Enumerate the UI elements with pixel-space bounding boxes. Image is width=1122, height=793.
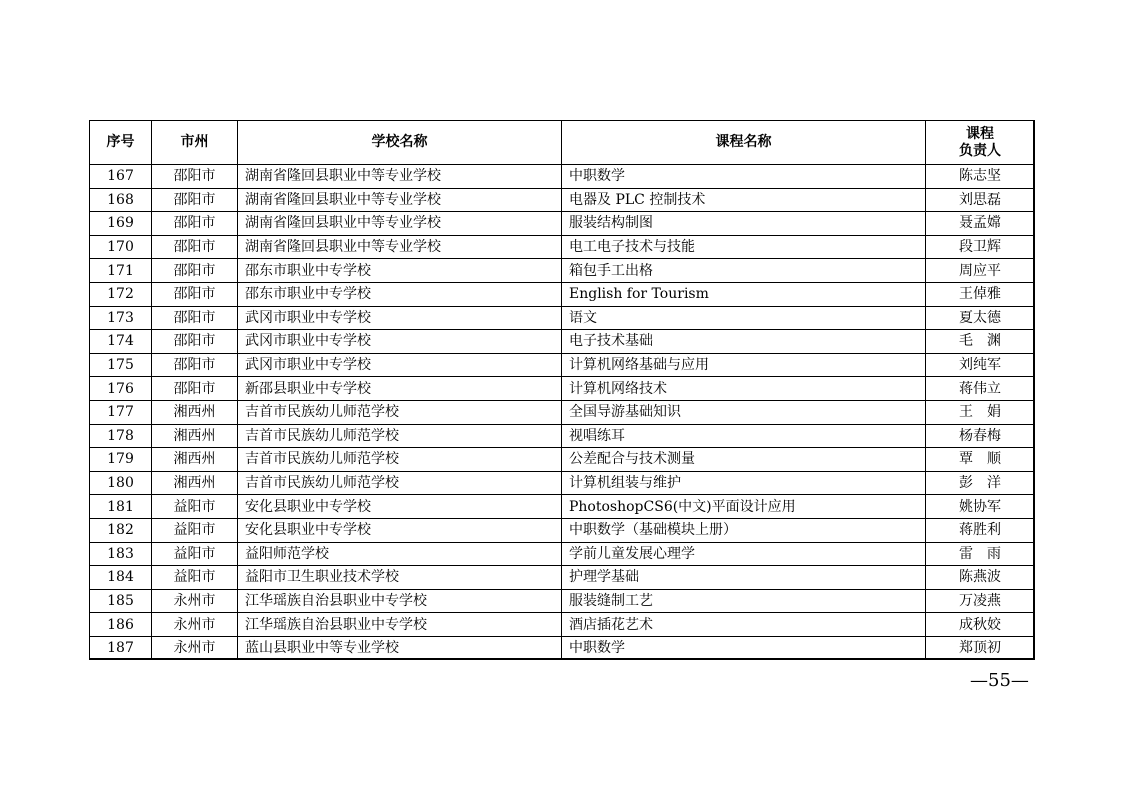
- cell-school: 湖南省隆回县职业中等专业学校: [238, 235, 562, 259]
- cell-city: 邵阳市: [152, 353, 238, 377]
- cell-city: 益阳市: [152, 495, 238, 519]
- table-body: [90, 165, 1035, 660]
- cell-city: 邵阳市: [152, 306, 238, 330]
- table-row: [90, 613, 1035, 637]
- cell-owner: 毛 渊: [926, 330, 1035, 354]
- cell-owner: 蒋胜利: [926, 518, 1035, 542]
- cell-school: 武冈市职业中专学校: [238, 306, 562, 330]
- cell-course: 学前儿童发展心理学: [562, 542, 926, 566]
- cell-city: 湘西州: [152, 471, 238, 495]
- cell-school: 安化县职业中专学校: [238, 495, 562, 519]
- cell-school: 湖南省隆回县职业中等专业学校: [238, 165, 562, 189]
- cell-owner: 成秋姣: [926, 613, 1035, 637]
- cell-owner: 夏太德: [926, 306, 1035, 330]
- cell-school: 江华瑶族自治县职业中专学校: [238, 613, 562, 637]
- cell-course: 服装缝制工艺: [562, 589, 926, 613]
- cell-index: 186: [90, 613, 152, 637]
- header-index: 序号: [90, 121, 152, 165]
- cell-city: 益阳市: [152, 542, 238, 566]
- cell-course: 视唱练耳: [562, 424, 926, 448]
- cell-city: 邵阳市: [152, 212, 238, 236]
- cell-index: 167: [90, 165, 152, 189]
- cell-city: 邵阳市: [152, 377, 238, 401]
- cell-school: 吉首市民族幼儿师范学校: [238, 424, 562, 448]
- table-row: [90, 424, 1035, 448]
- cell-index: 183: [90, 542, 152, 566]
- cell-course: 中职数学: [562, 636, 926, 660]
- table-row: [90, 165, 1035, 189]
- cell-index: 171: [90, 259, 152, 283]
- cell-owner: 刘纯军: [926, 353, 1035, 377]
- header-owner-line1: 课程: [966, 126, 994, 143]
- header-school: 学校名称: [238, 121, 562, 165]
- table-row: [90, 471, 1035, 495]
- cell-index: 187: [90, 636, 152, 660]
- cell-owner: 万凌燕: [926, 589, 1035, 613]
- cell-owner: 郑顶初: [926, 636, 1035, 660]
- cell-owner: 覃 顺: [926, 448, 1035, 472]
- cell-owner: 周应平: [926, 259, 1035, 283]
- cell-city: 邵阳市: [152, 235, 238, 259]
- page-number: —55—: [970, 670, 1029, 691]
- cell-index: 177: [90, 400, 152, 424]
- cell-city: 邵阳市: [152, 188, 238, 212]
- cell-owner: 陈燕波: [926, 566, 1035, 590]
- table-row: [90, 495, 1035, 519]
- cell-city: 邵阳市: [152, 330, 238, 354]
- cell-course: 语文: [562, 306, 926, 330]
- table-row: [90, 212, 1035, 236]
- table-row: [90, 400, 1035, 424]
- table-row: [90, 542, 1035, 566]
- cell-school: 武冈市职业中专学校: [238, 353, 562, 377]
- cell-city: 湘西州: [152, 448, 238, 472]
- cell-course: 计算机网络技术: [562, 377, 926, 401]
- table-header: [90, 121, 1035, 165]
- cell-school: 新邵县职业中专学校: [238, 377, 562, 401]
- cell-owner: 蒋伟立: [926, 377, 1035, 401]
- cell-course: 计算机网络基础与应用: [562, 353, 926, 377]
- cell-owner: 段卫辉: [926, 235, 1035, 259]
- cell-owner: 雷 雨: [926, 542, 1035, 566]
- cell-course: 中职数学: [562, 165, 926, 189]
- table-row: [90, 377, 1035, 401]
- cell-school: 益阳市卫生职业技术学校: [238, 566, 562, 590]
- table-row: [90, 306, 1035, 330]
- cell-city: 益阳市: [152, 518, 238, 542]
- table-row: [90, 518, 1035, 542]
- table-row: [90, 330, 1035, 354]
- cell-city: 邵阳市: [152, 165, 238, 189]
- cell-owner: 刘思磊: [926, 188, 1035, 212]
- cell-owner: 杨春梅: [926, 424, 1035, 448]
- table-row: [90, 589, 1035, 613]
- header-owner-line2: 负责人: [959, 142, 1001, 159]
- course-table: [89, 120, 1035, 660]
- cell-index: 180: [90, 471, 152, 495]
- cell-school: 蓝山县职业中等专业学校: [238, 636, 562, 660]
- cell-owner: 彭 洋: [926, 471, 1035, 495]
- cell-school: 吉首市民族幼儿师范学校: [238, 471, 562, 495]
- cell-course: 中职数学（基础模块上册）: [562, 518, 926, 542]
- table-row: [90, 235, 1035, 259]
- cell-school: 湖南省隆回县职业中等专业学校: [238, 188, 562, 212]
- header-city: 市州: [152, 121, 238, 165]
- cell-course: 全国导游基础知识: [562, 400, 926, 424]
- cell-index: 182: [90, 518, 152, 542]
- cell-index: 184: [90, 566, 152, 590]
- cell-index: 176: [90, 377, 152, 401]
- cell-index: 173: [90, 306, 152, 330]
- cell-school: 益阳师范学校: [238, 542, 562, 566]
- table-row: [90, 566, 1035, 590]
- cell-city: 邵阳市: [152, 282, 238, 306]
- table-row: [90, 448, 1035, 472]
- cell-index: 179: [90, 448, 152, 472]
- cell-owner: 聂孟嫦: [926, 212, 1035, 236]
- cell-city: 湘西州: [152, 400, 238, 424]
- cell-school: 吉首市民族幼儿师范学校: [238, 400, 562, 424]
- header-owner: [926, 121, 1035, 165]
- cell-index: 172: [90, 282, 152, 306]
- cell-course: 箱包手工出格: [562, 259, 926, 283]
- cell-course: 服装结构制图: [562, 212, 926, 236]
- table-row: [90, 353, 1035, 377]
- cell-course: 公差配合与技术测量: [562, 448, 926, 472]
- cell-index: 174: [90, 330, 152, 354]
- cell-city: 益阳市: [152, 566, 238, 590]
- header-course: 课程名称: [562, 121, 926, 165]
- cell-city: 永州市: [152, 613, 238, 637]
- cell-index: 170: [90, 235, 152, 259]
- table-row: [90, 282, 1035, 306]
- cell-index: 168: [90, 188, 152, 212]
- cell-course: 计算机组装与维护: [562, 471, 926, 495]
- cell-index: 175: [90, 353, 152, 377]
- cell-school: 邵东市职业中专学校: [238, 259, 562, 283]
- cell-owner: 姚协军: [926, 495, 1035, 519]
- cell-owner: 王 娟: [926, 400, 1035, 424]
- cell-index: 178: [90, 424, 152, 448]
- cell-school: 江华瑶族自治县职业中专学校: [238, 589, 562, 613]
- cell-course: 电工电子技术与技能: [562, 235, 926, 259]
- table-row: [90, 188, 1035, 212]
- cell-course: English for Tourism: [562, 282, 926, 306]
- cell-course: 电子技术基础: [562, 330, 926, 354]
- cell-school: 武冈市职业中专学校: [238, 330, 562, 354]
- cell-course: 酒店插花艺术: [562, 613, 926, 637]
- cell-course: PhotoshopCS6(中文)平面设计应用: [562, 495, 926, 519]
- table-row: [90, 259, 1035, 283]
- cell-school: 湖南省隆回县职业中等专业学校: [238, 212, 562, 236]
- cell-owner: 王倬雅: [926, 282, 1035, 306]
- cell-index: 185: [90, 589, 152, 613]
- table-row: [90, 636, 1035, 660]
- cell-city: 永州市: [152, 589, 238, 613]
- cell-index: 169: [90, 212, 152, 236]
- cell-course: 电器及 PLC 控制技术: [562, 188, 926, 212]
- cell-city: 湘西州: [152, 424, 238, 448]
- cell-owner: 陈志坚: [926, 165, 1035, 189]
- cell-city: 邵阳市: [152, 259, 238, 283]
- cell-index: 181: [90, 495, 152, 519]
- cell-school: 安化县职业中专学校: [238, 518, 562, 542]
- cell-school: 邵东市职业中专学校: [238, 282, 562, 306]
- cell-school: 吉首市民族幼儿师范学校: [238, 448, 562, 472]
- cell-course: 护理学基础: [562, 566, 926, 590]
- cell-city: 永州市: [152, 636, 238, 660]
